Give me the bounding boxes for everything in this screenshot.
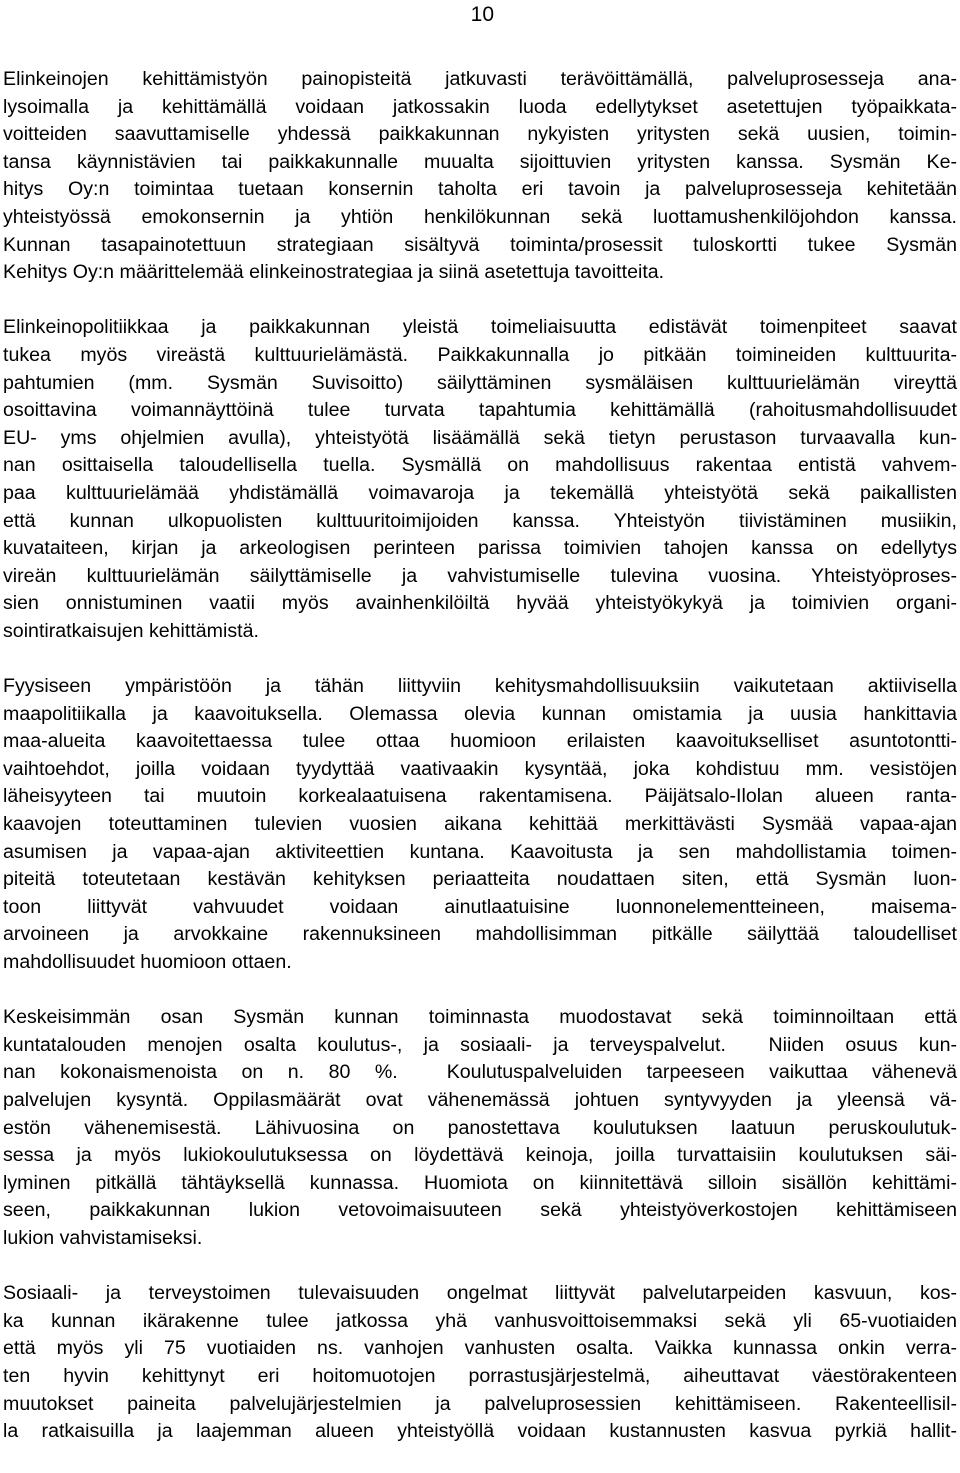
text-line: paa kulttuurielämää yhdistämällä voimavaroja ja tekemällä yhteistyötä sekä paikallisten [3, 481, 957, 504]
text-line: tansa käynnistävien tai paikkakunnalle muualta sijoittuvien yritysten kanssa. Sysmän Ke- [3, 150, 957, 173]
text-line: Kunnan tasapainotettuun strategiaan sisältyvä toiminta/prosessit tuloskortti tukee Sysmän [3, 233, 957, 256]
text-line: kuvataiteen, kirjan ja arkeologisen perinteen parissa toimivien tahojen kanssa on edellytys [3, 537, 957, 560]
text-line: EU- yms ohjelmien avulla), yhteistyötä lisäämällä sekä tietyn perustason turvaavalla kun- [3, 426, 957, 449]
paragraph-culture [3, 314, 957, 645]
text-line: asumisen ja vapaa-ajan aktiviteettien kuntana. Kaavoitusta ja sen mahdollistamia toimen- [3, 840, 957, 863]
paragraph-business-development [3, 66, 957, 287]
text-line: vaihtoehdot, joilla voidaan tyydyttää vaativaakin kysyntää, joka kohdistuu mm. vesistöjen [3, 757, 957, 780]
text-line: hitys Oy:n toimintaa tuetaan konsernin taholta eri tavoin ja palveluprosesseja kehitetään [3, 178, 957, 201]
text-line: tukea myös vireästä kulttuurielämästä. Paikkakunnalla jo pitkään toimineiden kulttuurita- [3, 343, 957, 366]
text-line: Sosiaali- ja terveystoimen tulevaisuuden ongelmat liittyvät palvelutarpeiden kasvuun, kos- [3, 1282, 957, 1305]
text-line: mahdollisuudet huomioon ottaen. [3, 951, 292, 973]
text-line: lysoimalla ja kehittämällä voidaan jatkossakin luoda edellytykset asetettujen työpaikkata- [3, 95, 957, 118]
text-line: nan osittaisella taloudellisella tuella. Sysmällä on mahdollisuus rakentaa entistä vahvem- [3, 454, 957, 477]
text-line: kuntatalouden menojen osalta koulutus-, ja sosiaali- ja terveyspalvelut. Niiden osuus kun- [3, 1033, 957, 1056]
text-line: muutokset paineita palvelujärjestelmien ja palveluprosessien kehittämiseen. Rakenteellisil- [3, 1392, 957, 1415]
text-line: lyminen pitkällä tähtäyksellä kunnassa. Huomiota on kiinnitettävä silloin sisällön kehittämi- [3, 1171, 957, 1194]
text-line: arvoineen ja arvokkaine rakennuksineen mahdollisimman pitkälle säilyttää taloudelliset [3, 923, 957, 946]
text-line: läheisyyteen tai muutoin korkealaatuisena rakentamisena. Päijätsalo-Ilolan alueen ranta- [3, 785, 957, 808]
text-line: vireän kulttuurielämän säilyttämiselle ja vahvistumiselle tulevina vuosina. Yhteistyöproses- [3, 564, 957, 587]
text-line: osoittavina voimannäyttöinä tulee turvata tapahtumia kehittämällä (rahoitusmahdollisuudet [3, 399, 957, 422]
paragraph-social-health [3, 1280, 957, 1446]
text-line: että kunnan ulkopuolisten kulttuuritoimijoiden kanssa. Yhteistyön tiivistäminen musiikin, [3, 509, 957, 532]
text-line: estön vähenemisestä. Lähivuosina on panostettava koulutuksen laatuun peruskoulutuk- [3, 1116, 957, 1139]
text-line: sessa ja myös lukiokoulutuksessa on löydettävä keinoja, joilla turvattaisiin koulutuksen säi- [3, 1144, 957, 1167]
text-line: lukion vahvistamiseksi. [3, 1226, 203, 1249]
paragraph-physical-environment [3, 673, 957, 977]
text-line: kaavojen toteuttaminen tulevien vuosien aikana kehittää merkittävästi Sysmää vapaa-ajan [3, 813, 957, 836]
text-line: Elinkeinopolitiikkaa ja paikkakunnan yleistä toimeliaisuutta edistävät toimenpiteet saavat [3, 316, 957, 339]
text-line: voitteiden saavuttamiselle yhdessä paikkakunnan nykyisten yritysten sekä uusien, toimin- [3, 123, 957, 146]
text-line: maa-alueita kaavoitettaessa tulee ottaa huomioon erilaisten kaavoitukselliset asuntotontti- [3, 730, 957, 753]
text-line: seen, paikkakunnan lukion vetovoimaisuuteen sekä yhteistyöverkostojen kehittämiseen [3, 1199, 957, 1222]
page-number: 10 [470, 3, 494, 26]
paragraph-education-services [3, 1004, 957, 1252]
text-line: ka kunnan ikärakenne tulee jatkossa yhä vanhusvoittoisemmaksi sekä yli 65-vuotiaiden [3, 1309, 957, 1332]
text-line: piteitä toteutetaan kestävän kehityksen periaatteita noudattaen siten, että Sysmän luon- [3, 868, 957, 891]
text-line: palvelujen kysyntä. Oppilasmäärät ovat vähenemässä johtuen syntyvyyden ja yleensä vä- [3, 1088, 957, 1111]
text-line: maapolitiikalla ja kaavoituksella. Olemassa olevia kunnan omistamia ja uusia hankittavia [3, 702, 957, 725]
text-line: Keskeisimmän osan Sysmän kunnan toiminnasta muodostavat sekä toiminnoiltaan että [3, 1006, 957, 1029]
text-line: sien onnistuminen vaatii myös avainhenkilöiltä hyvää yhteistyökykyä ja toimivien organi- [3, 592, 957, 615]
text-line: Elinkeinojen kehittämistyön painopisteitä jatkuvasti terävöittämällä, palveluprosesseja ana- [3, 68, 957, 90]
text-line: että myös yli 75 vuotiaiden ns. vanhojen vanhusten osalta. Vaikka kunnassa onkin verra- [3, 1337, 957, 1360]
document-body [3, 66, 957, 1473]
text-line: Kehitys Oy:n määrittelemää elinkeinostrategiaa ja siinä asetettuja tavoitteita. [3, 261, 665, 284]
text-line: pahtumien (mm. Sysmän Suvisoitto) säilyttäminen sysmäläisen kulttuurielämän vireyttä [3, 371, 957, 394]
text-line: nan kokonaismenoista on n. 80 %. Koulutuspalveluiden tarpeeseen vaikuttaa vähenevä [3, 1061, 957, 1084]
text-line: yhteistyössä emokonsernin ja yhtiön henkilökunnan sekä luottamushenkilöjohdon kanssa. [3, 205, 957, 228]
text-line: sointiratkaisujen kehittämistä. [3, 619, 259, 642]
text-line: ten hyvin kehittynyt eri hoitomuotojen porrastusjärjestelmä, aiheuttavat väestörakenteen [3, 1364, 957, 1387]
text-line: la ratkaisuilla ja laajemman alueen yhteistyöllä voidaan kustannusten kasvua pyrkiä hallit- [3, 1420, 957, 1443]
text-line: Fyysiseen ympäristöön ja tähän liittyviin kehitysmahdollisuuksiin vaikutetaan aktiivisella [3, 675, 957, 698]
text-line: toon liittyvät vahvuudet voidaan ainutlaatuisine luonnonelementteineen, maisema- [3, 895, 957, 918]
